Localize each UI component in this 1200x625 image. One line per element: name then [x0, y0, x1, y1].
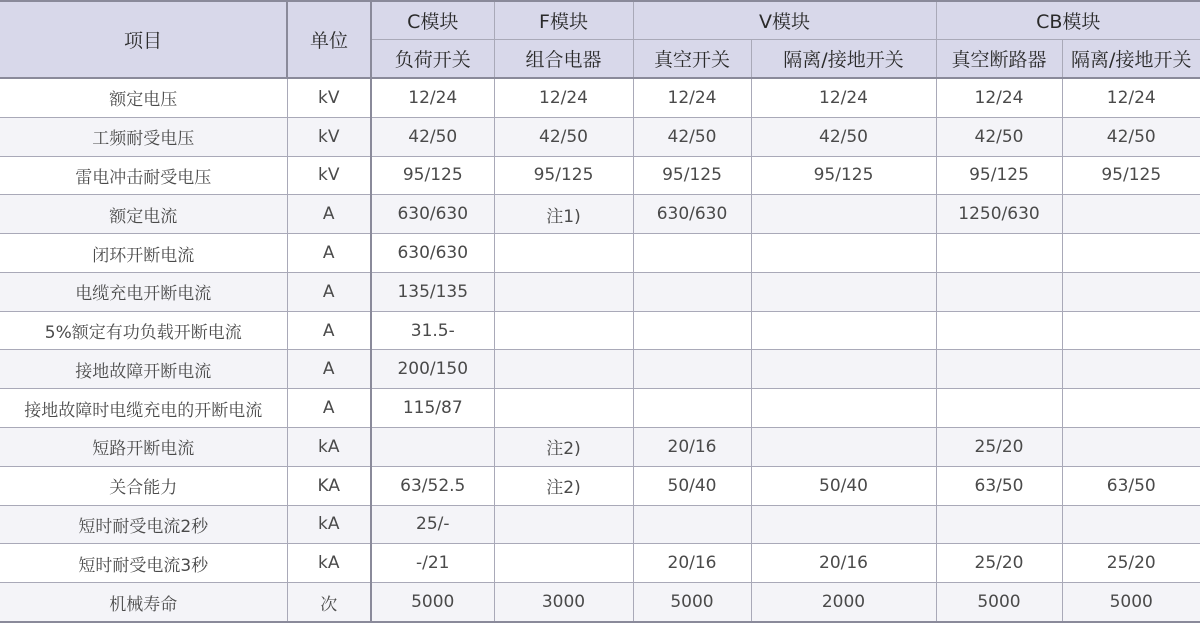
row-value-cell	[494, 311, 633, 350]
row-value-cell: 42/50	[936, 117, 1062, 156]
row-value-cell: 63/50	[1062, 466, 1200, 505]
row-parameter-name: 短时耐受电流2秒	[0, 505, 287, 544]
row-parameter-name: 雷电冲击耐受电压	[0, 156, 287, 195]
row-value-cell: -/21	[371, 544, 494, 583]
row-value-cell: 42/50	[494, 117, 633, 156]
row-value-cell: 42/50	[1062, 117, 1200, 156]
table-row	[0, 272, 1200, 311]
row-unit: kA	[287, 505, 371, 544]
table-body	[0, 78, 1200, 622]
row-value-cell	[751, 350, 936, 389]
row-value-cell: 50/40	[633, 466, 751, 505]
row-value-cell: 5000	[633, 583, 751, 622]
row-value-cell: 注2)	[494, 428, 633, 467]
row-value-cell: 1250/630	[936, 195, 1062, 234]
row-value-cell: 95/125	[1062, 156, 1200, 195]
row-parameter-name: 电缆充电开断电流	[0, 272, 287, 311]
row-value-cell: 2000	[751, 583, 936, 622]
row-parameter-name: 接地故障时电缆充电的开断电流	[0, 389, 287, 428]
row-value-cell: 31.5-	[371, 311, 494, 350]
row-value-cell	[633, 234, 751, 273]
row-value-cell: 20/16	[633, 428, 751, 467]
header-group-c: C模块	[371, 1, 494, 40]
row-value-cell: 注2)	[494, 466, 633, 505]
row-value-cell	[1062, 272, 1200, 311]
table-row	[0, 389, 1200, 428]
row-value-cell: 42/50	[371, 117, 494, 156]
row-value-cell: 50/40	[751, 466, 936, 505]
row-value-cell	[936, 311, 1062, 350]
row-value-cell	[633, 350, 751, 389]
row-value-cell	[936, 234, 1062, 273]
row-value-cell	[751, 428, 936, 467]
row-value-cell	[1062, 505, 1200, 544]
table-row	[0, 311, 1200, 350]
row-value-cell: 20/16	[751, 544, 936, 583]
table-row	[0, 505, 1200, 544]
row-value-cell	[1062, 311, 1200, 350]
row-value-cell: 12/24	[494, 78, 633, 117]
table-row	[0, 583, 1200, 622]
row-value-cell: 25/20	[936, 428, 1062, 467]
row-value-cell	[751, 272, 936, 311]
row-unit: A	[287, 272, 371, 311]
header-item: 项目	[0, 1, 287, 78]
header-sub-isolation-earthing-v: 隔离/接地开关	[751, 40, 936, 79]
table-row	[0, 234, 1200, 273]
table-row	[0, 350, 1200, 389]
row-value-cell	[751, 234, 936, 273]
row-unit: A	[287, 350, 371, 389]
row-value-cell: 630/630	[633, 195, 751, 234]
row-unit: 次	[287, 583, 371, 622]
row-value-cell	[751, 505, 936, 544]
row-parameter-name: 5%额定有功负载开断电流	[0, 311, 287, 350]
row-value-cell: 63/50	[936, 466, 1062, 505]
row-value-cell: 42/50	[751, 117, 936, 156]
row-value-cell	[494, 389, 633, 428]
row-value-cell	[1062, 234, 1200, 273]
row-parameter-name: 接地故障开断电流	[0, 350, 287, 389]
row-value-cell	[1062, 350, 1200, 389]
row-value-cell	[1062, 389, 1200, 428]
row-unit: A	[287, 311, 371, 350]
header-sub-vacuum-switch: 真空开关	[633, 40, 751, 79]
row-parameter-name: 关合能力	[0, 466, 287, 505]
row-value-cell: 95/125	[751, 156, 936, 195]
row-value-cell: 3000	[494, 583, 633, 622]
row-value-cell	[371, 428, 494, 467]
table-row	[0, 117, 1200, 156]
table-row	[0, 78, 1200, 117]
row-unit: A	[287, 234, 371, 273]
row-value-cell: 630/630	[371, 195, 494, 234]
row-value-cell	[936, 350, 1062, 389]
table-row	[0, 156, 1200, 195]
row-value-cell	[633, 272, 751, 311]
row-value-cell: 630/630	[371, 234, 494, 273]
row-unit: kV	[287, 156, 371, 195]
row-unit: kA	[287, 428, 371, 467]
row-value-cell: 115/87	[371, 389, 494, 428]
header-group-cb: CB模块	[936, 1, 1200, 40]
row-unit: kV	[287, 117, 371, 156]
row-value-cell	[1062, 428, 1200, 467]
table-header	[0, 1, 1200, 78]
row-value-cell: 12/24	[1062, 78, 1200, 117]
row-value-cell: 200/150	[371, 350, 494, 389]
row-value-cell	[936, 272, 1062, 311]
header-sub-vacuum-breaker: 真空断路器	[936, 40, 1062, 79]
row-value-cell	[751, 389, 936, 428]
row-value-cell	[633, 311, 751, 350]
row-parameter-name: 额定电流	[0, 195, 287, 234]
row-value-cell: 25/20	[1062, 544, 1200, 583]
row-value-cell: 95/125	[936, 156, 1062, 195]
row-value-cell	[494, 544, 633, 583]
header-sub-combined-apparatus: 组合电器	[494, 40, 633, 79]
row-value-cell: 20/16	[633, 544, 751, 583]
row-parameter-name: 工频耐受电压	[0, 117, 287, 156]
row-value-cell: 95/125	[371, 156, 494, 195]
row-value-cell	[494, 272, 633, 311]
row-value-cell: 5000	[936, 583, 1062, 622]
row-value-cell	[494, 505, 633, 544]
row-value-cell: 25/-	[371, 505, 494, 544]
row-parameter-name: 机械寿命	[0, 583, 287, 622]
row-value-cell	[936, 389, 1062, 428]
row-unit: KA	[287, 466, 371, 505]
row-value-cell	[1062, 195, 1200, 234]
row-value-cell: 12/24	[936, 78, 1062, 117]
header-group-v: V模块	[633, 1, 936, 40]
row-unit: kV	[287, 78, 371, 117]
row-value-cell: 5000	[371, 583, 494, 622]
row-value-cell: 5000	[1062, 583, 1200, 622]
row-value-cell: 42/50	[633, 117, 751, 156]
row-value-cell	[751, 195, 936, 234]
row-value-cell: 12/24	[633, 78, 751, 117]
table-row	[0, 466, 1200, 505]
row-value-cell	[633, 505, 751, 544]
row-unit: A	[287, 195, 371, 234]
row-value-cell	[936, 505, 1062, 544]
row-value-cell: 95/125	[633, 156, 751, 195]
table-row	[0, 428, 1200, 467]
row-value-cell: 135/135	[371, 272, 494, 311]
table-row	[0, 195, 1200, 234]
row-value-cell	[633, 389, 751, 428]
row-value-cell	[494, 234, 633, 273]
row-value-cell: 注1)	[494, 195, 633, 234]
row-value-cell: 12/24	[751, 78, 936, 117]
header-sub-isolation-earthing-cb: 隔离/接地开关	[1062, 40, 1200, 79]
row-unit: kA	[287, 544, 371, 583]
row-unit: A	[287, 389, 371, 428]
header-sub-load-switch: 负荷开关	[371, 40, 494, 79]
row-parameter-name: 短路开断电流	[0, 428, 287, 467]
row-value-cell: 95/125	[494, 156, 633, 195]
row-value-cell: 12/24	[371, 78, 494, 117]
row-value-cell: 63/52.5	[371, 466, 494, 505]
row-value-cell	[494, 350, 633, 389]
table-row	[0, 544, 1200, 583]
header-group-f: F模块	[494, 1, 633, 40]
header-unit: 单位	[287, 1, 371, 78]
row-parameter-name: 闭环开断电流	[0, 234, 287, 273]
row-value-cell	[751, 311, 936, 350]
row-value-cell: 25/20	[936, 544, 1062, 583]
row-parameter-name: 额定电压	[0, 78, 287, 117]
row-parameter-name: 短时耐受电流3秒	[0, 544, 287, 583]
